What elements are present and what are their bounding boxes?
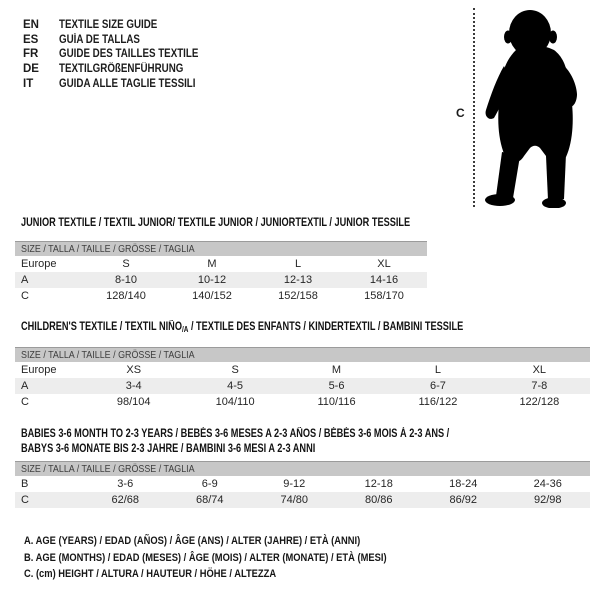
cell: 80/86 [364,494,393,506]
footnote-b [24,550,451,567]
lang-code: IT [23,77,34,90]
cell: 12-18 [364,478,393,490]
size-header-label: SIZE / TALLA / TAILLE / GRÖSSE / TAGLIA [21,243,195,255]
lang-label: TEXTILE SIZE GUIDE [59,19,158,32]
height-measure-dotted-line [473,8,475,207]
lang-label: GUÍA DE TALLAS [59,33,140,46]
cell: 128/140 [106,290,146,302]
row-label: C [21,494,29,506]
cell: 140/152 [192,290,232,302]
row-label: Europe [21,364,57,376]
table-row [15,378,590,394]
lang-row-it [23,76,223,91]
row-label: A [21,274,29,286]
cell: 7-8 [531,380,548,392]
section-title-children [21,320,574,337]
table-row [15,288,427,304]
cell: 62/68 [111,494,140,506]
language-list [23,18,223,91]
footnote-text: C. (cm) HEIGHT / ALTURA / HAUTEUR / HÖHE / ALTEZZA [24,568,277,581]
cell: 116/122 [418,396,458,408]
junior-size-table [15,241,427,304]
children-size-table [15,347,590,410]
row-label: B [21,478,29,490]
lang-label: GUIDE DES TAILLES TEXTILE [59,48,199,61]
row-label: A [21,380,29,392]
size-header-label: SIZE / TALLA / TAILLE / GRÖSSE / TAGLIA [21,349,195,361]
title-part: CHILDREN'S TEXTILE / TEXTIL NIÑO [21,321,182,333]
cell: M [207,258,217,270]
lang-code: FR [23,48,39,61]
table-header-band [15,241,427,256]
cell: XL [377,258,391,270]
table-row [15,362,590,378]
lang-code: ES [23,33,39,46]
cell: 74/80 [280,494,309,506]
cell: 6-7 [429,380,446,392]
cell: 68/74 [195,494,224,506]
footnotes [24,533,451,583]
height-measure-label: C [456,106,465,120]
cell: 92/98 [533,494,562,506]
cell: 3-4 [125,380,142,392]
cell: L [434,364,441,376]
table-header-band [15,461,590,476]
table-row [15,272,427,288]
title-subscript: /A [181,325,189,334]
toddler-silhouette-image [482,6,600,208]
cell: 104/110 [215,396,255,408]
cell: 110/116 [317,396,356,408]
lang-label: TEXTILGRÖßENFÜHRUNG [59,63,184,76]
row-label: C [21,290,29,302]
cell: XS [126,364,142,376]
lang-code: DE [23,63,39,76]
table-row [15,492,590,508]
footnote-text: A. AGE (YEARS) / EDAD (AÑOS) / ÂGE (ANS) / ALTER (JAHRE) / ETÀ (ANNI) [24,535,361,548]
table-header-band [15,347,590,362]
babies-size-table [15,461,590,508]
cell: S [122,258,130,270]
row-label: C [21,396,29,408]
table-row [15,256,427,272]
cell: 98/104 [116,396,151,408]
title-part: / TEXTILE DES ENFANTS / KINDERTEXTIL / BAMBINI TESSILE [188,321,464,333]
row-label: Europe [21,258,57,270]
cell: 5-6 [328,380,345,392]
cell: 10-12 [197,274,227,286]
cell: 3-6 [117,478,134,490]
cell: 14-16 [369,274,399,286]
section-title-babies [21,427,556,457]
cell: 158/170 [364,290,404,302]
lang-label: GUIDA ALLE TAGLIE TESSILI [59,77,196,90]
lang-code: EN [23,19,39,32]
lang-row-en [23,18,223,33]
section-title-line2: BABYS 3-6 MONATE BIS 2-3 JAHRE / BAMBINI 3-6 MESI A 2-3 ANNI [21,443,316,455]
cell: 86/92 [449,494,478,506]
footnote-text: B. AGE (MONTHS) / EDAD (MESES) / ÂGE (MOIS) / ALTER (MONATE) / ETÀ (MESI) [24,551,387,564]
cell: 18-24 [449,478,478,490]
section-title-junior [21,216,507,231]
section-title-line1: BABIES 3-6 MONTH TO 2-3 YEARS / BEBÉS 3-6 MESES A 2-3 AÑOS / BÉBÉS 3-6 MOIS À 2-3 ANS / [21,428,450,440]
lang-row-de [23,62,223,77]
lang-row-fr [23,47,223,62]
lang-row-es [23,33,223,48]
size-header-label: SIZE / TALLA / TAILLE / GRÖSSE / TAGLIA [21,463,195,475]
footnote-a [24,533,451,550]
cell: M [331,364,342,376]
cell: 152/158 [278,290,318,302]
section-title-text [21,320,463,337]
cell: L [294,258,302,270]
cell: 24-36 [533,478,562,490]
footnote-c [24,566,451,583]
section-title-text: JUNIOR TEXTILE / TEXTIL JUNIOR/ TEXTILE JUNIOR / JUNIORTEXTIL / JUNIOR TESSILE [21,217,411,229]
table-row [15,476,590,492]
cell: 9-12 [283,478,306,490]
cell: XL [532,364,547,376]
cell: 4-5 [227,380,244,392]
cell: S [231,364,239,376]
cell: 122/128 [519,396,560,408]
table-row [15,394,590,410]
cell: 6-9 [201,478,218,490]
cell: 8-10 [114,274,138,286]
cell: 12-13 [283,274,313,286]
